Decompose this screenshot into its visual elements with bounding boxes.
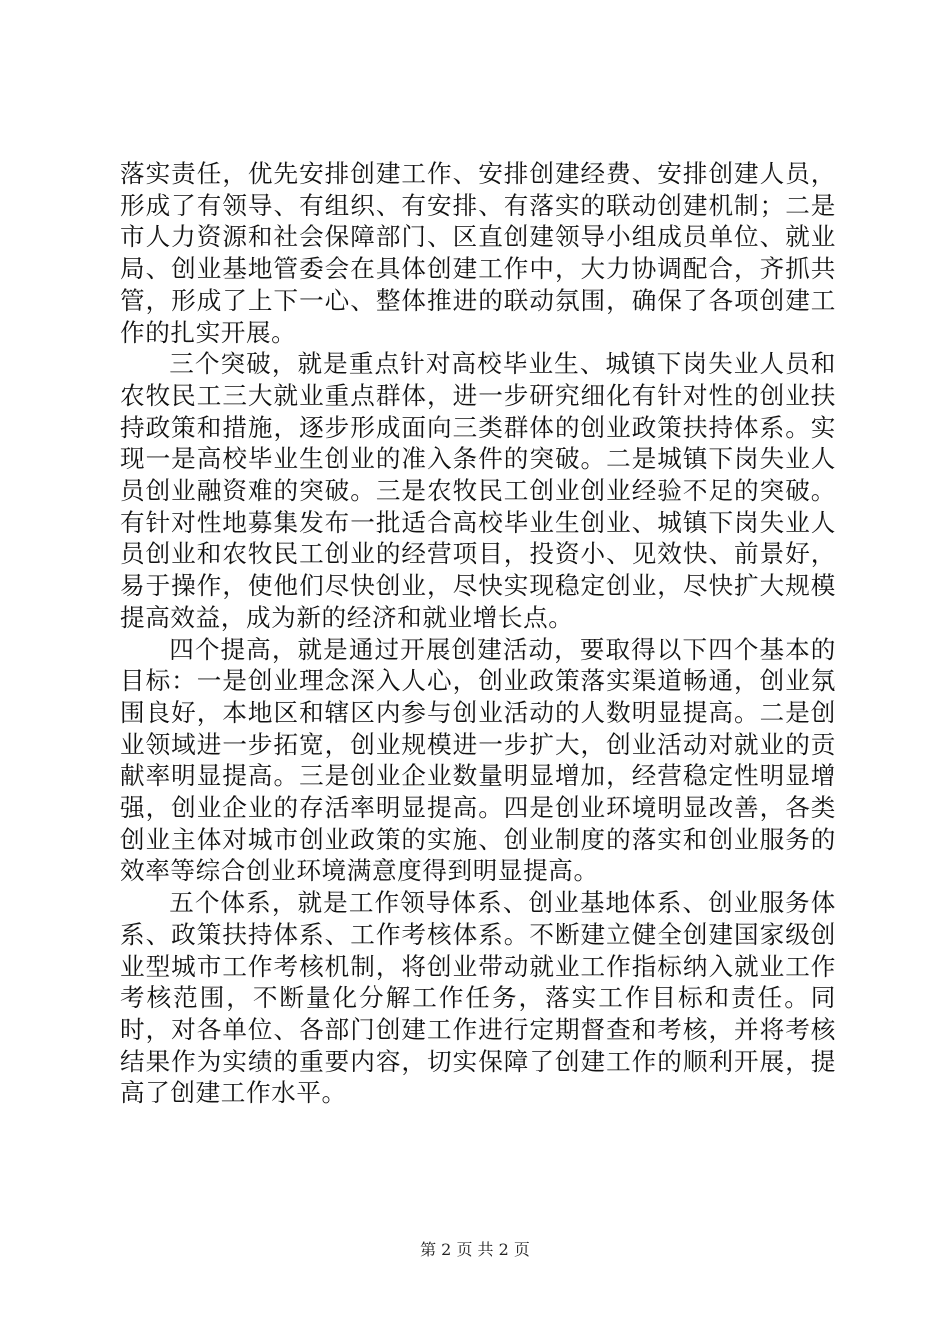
- page-number: 第 2 页 共 2 页: [420, 1240, 530, 1259]
- page-footer: [0, 1240, 950, 1260]
- paragraph-continuation: 落实责任，优先安排创建工作、安排创建经费、安排创建人员，形成了有领导、有组织、有安排、有落实的联动创建机制；二是市人力资源和社会保障部门、区直创建领导小组成员单位、就业局、创业基地管委会在具体创建工作中，大力协调配合，齐抓共管，形成了上下一心、整体推进的联动氛围，确保了各项创建工作的扎实开展。: [120, 159, 836, 347]
- paragraph-five-systems: 五个体系，就是工作领导体系、创业基地体系、创业服务体系、政策扶持体系、工作考核体系。不断建立健全创建国家级创业型城市工作考核机制，将创业带动就业工作指标纳入就业工作考核范围，不断量化分解工作任务，落实工作目标和责任。同时，对各单位、各部门创建工作进行定期督查和考核，并将考核结果作为实绩的重要内容，切实保障了创建工作的顺利开展，提高了创建工作水平。: [120, 888, 836, 1108]
- paragraph-three-breakthroughs: 三个突破，就是重点针对高校毕业生、城镇下岗失业人员和农牧民工三大就业重点群体，进一步研究细化有针对性的创业扶持政策和措施，逐步形成面向三类群体的创业政策扶持体系。实现一是高校毕业生创业的准入条件的突破。二是城镇下岗失业人员创业融资难的突破。三是农牧民工创业创业经验不足的突破。有针对性地募集发布一批适合高校毕业生创业、城镇下岗失业人员创业和农牧民工创业的经营项目，投资小、见效快、前景好，易于操作，使他们尽快创业，尽快实现稳定创业，尽快扩大规模提高效益，成为新的经济和就业增长点。: [120, 349, 836, 632]
- document-body: [120, 158, 836, 1109]
- paragraph-four-improvements: 四个提高，就是通过开展创建活动，要取得以下四个基本的目标：一是创业理念深入人心，创业政策落实渠道畅通，创业氛围良好，本地区和辖区内参与创业活动的人数明显提高。二是创业领域进一步拓宽，创业规模进一步扩大，创业活动对就业的贡献率明显提高。三是创业企业数量明显增加，经营稳定性明显增强，创业企业的存活率明显提高。四是创业环境明显改善，各类创业主体对城市创业政策的实施、创业制度的落实和创业服务的效率等综合创业环境满意度得到明显提高。: [120, 634, 836, 886]
